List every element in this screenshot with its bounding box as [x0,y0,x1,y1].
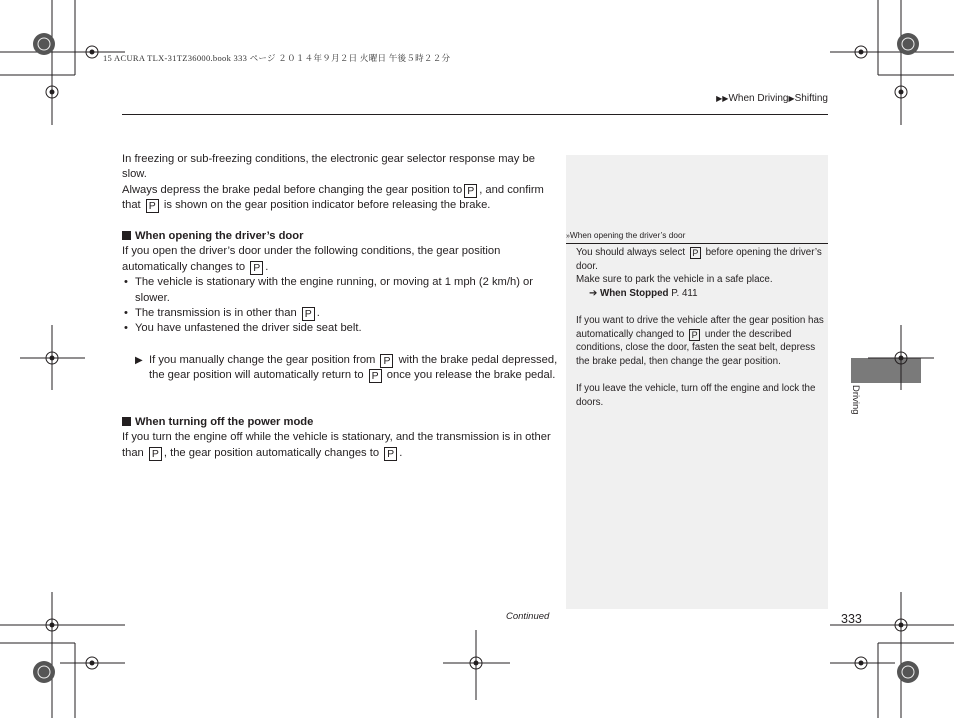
park-key-icon: P [464,184,477,198]
door-heading: When opening the driver’s door [122,229,560,244]
breadcrumb-section[interactable]: When Driving [728,93,789,104]
list-item: • The vehicle is stationary with the engine running, or moving at 1 mph (2 km/h) or slower. [122,275,560,306]
power-heading: When turning off the power mode [122,415,560,430]
note-arrow-icon: ▶ [135,355,143,366]
sidebar-body: You should always select P before opening the driver’s door. Make sure to park the vehicle in a safe place. ➔ When Stopped P. 411 If you want to drive the vehicle after the gear position has automatically changed to P under the described conditions, close the door, fasten the seat belt, depress the brake pedal, then change the gear position. If you leave the vehicle, turn off the engine and lock the doors. [576,247,824,408]
park-key-icon: P [146,199,159,213]
park-key-icon: P [302,307,315,321]
park-key-icon: P [149,447,162,461]
sidebar-heading: »When opening the driver’s door [566,230,686,240]
sidebar-text: Make sure to park the vehicle in a safe place. [576,274,773,285]
sidebar-text: If you leave the vehicle, turn off the engine and lock the doors. [576,383,816,408]
list-item: • The transmission is in other than P . [122,306,560,321]
manual-shift-note: ▶ If you manually change the gear position from P with the brake pedal depressed, the gear position will automatically return to P once you release the brake pedal. [135,354,558,383]
breadcrumb-arrows-icon: ▶▶ [716,94,729,103]
park-key-icon: P [689,329,700,341]
continued-label: Continued [506,611,550,622]
chapter-tab-label: Driving [850,385,861,415]
park-key-icon: P [250,261,263,275]
list-item: • You have unfastened the driver side seat belt. [122,321,560,336]
park-key-icon: P [690,247,701,259]
park-key-icon: P [380,354,393,368]
power-text: If you turn the engine off while the vehicle is stationary, and the transmission is in other than P , the gear position automatically changes to P . [122,431,551,460]
breadcrumb-subsection[interactable]: Shifting [794,93,828,104]
double-chevron-icon: » [566,233,570,240]
door-text: If you open the driver’s door under the following conditions, the gear position automatically changes to P . [122,245,501,274]
intro-text-2c: is shown on the gear position indicator before releasing the brake. [163,199,491,212]
park-key-icon: P [369,369,382,383]
page-number: 333 [841,612,862,626]
intro-text-2b: , and confirm that [122,184,544,212]
breadcrumb-separator-icon: ▶ [788,94,795,103]
print-header: 15 ACURA TLX-31TZ36000.book 333 ページ ２０１４年９月２日 火曜日 午後５時２２分 [103,53,451,63]
reference-arrow-icon: ➔ [589,287,598,299]
park-key-icon: P [384,447,397,461]
intro-text-2a: Always depress the brake pedal before changing the gear position to [122,184,463,196]
cross-reference-link[interactable]: ➔ When Stopped P. 411 [589,287,698,299]
intro-text-1: In freezing or sub-freezing conditions, the electronic gear selector response may be slow. [122,153,535,181]
